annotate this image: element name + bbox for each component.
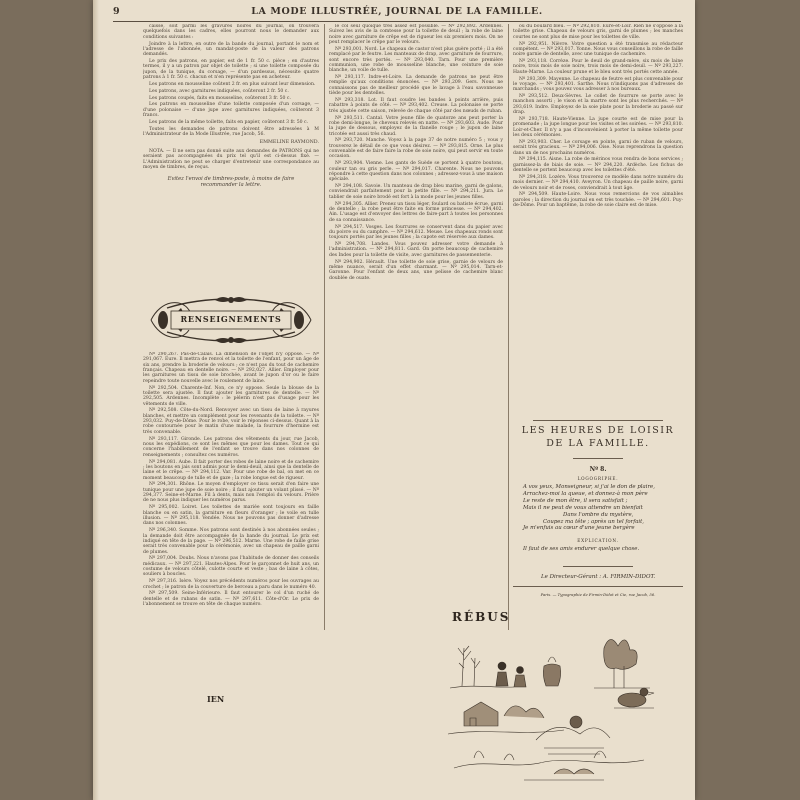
paragraph: ou du boulard bleu. — Nº 292,810. Eure-et-Loir. Rien ne s'oppose à la toilette grise. Chapeau de velours gris, garni de plumes ; les manches courtes ne sont plus de mise pour les toilettes de ville. (513, 24, 683, 40)
paragraph: Nº 293,904. Vienne. Les gants de Suède se portent à quatre boutons, couleur tan ou gris perle. — Nº 294,017. Charente. Nous ne pouvons répondre à cette question dans nos colonnes ; adressez-vous à une maison spéciale. (329, 161, 503, 183)
page-edge-shadow (93, 0, 99, 800)
director-line: Le Directeur-Gérant : A. FIRMIN-DIDOT. (540, 574, 656, 580)
explication-label: EXPLICATION. (577, 538, 619, 543)
puzzle-number: Nº 8. (589, 466, 607, 473)
paragraph: Nº 293,117. Gironde. Les patrons des vêtements du jour, rue Jacob, nous les expédions, ce sont les mêmes que pour les dames. Tout ce qui concerne l'habillement de l'enfant se trouve dans nos colonnes de renseignements ; consultez ces numéros. (143, 436, 319, 458)
paragraph: Nº 297,004. Doubs. Nous n'avons pas l'habitude de donner des conseils médicaux. — Nº 297,221. Hautes-Alpes. Pour le garçonnet de huit ans, un costume de velours côtelé, culotte courte et veste ; bas de laine à côtes, souliers à boucles. (143, 556, 319, 578)
paragraph: Nº 294,301. Rhône. Le moyen d'employer ce tissu serait d'en faire une tunique pour une jupe de soie noire ; il faut ajouter un volant plissé. — Nº 294,377. Seine-et-Marne. Fil à dents, mais non l'emploi du velours. Prière de ne nous plus indiquer les numéros parus. (143, 482, 319, 504)
paragraph: Nº 293,001. Nord. Le chapeau de castor n'est plus guère porté ; il a été remplacé par le feutre. Les manteaux de drap, avec garniture de fourrure, sont encore très portés. — Nº 293,040. Tarn. Pour une première communion, une robe de mousseline blanche, une ceinture de soie blanche, un voile de tulle. (329, 46, 503, 74)
banner-title: RENSEIGNEMENTS (180, 314, 282, 324)
printer-line: Paris. — Typographie de Firmin-Didot et Cie, rue Jacob, 56. (540, 592, 656, 597)
paragraph: Nº 293,118. Corrèze. Pour le deuil de grand-mère, six mois de laine noire, trois mois de soie noire, trois mois de demi-deuil. — Nº 293,227. Haute-Marne. La couleur prune et le bleu sont très portés cette année. (513, 59, 683, 75)
verse-line: A vos yeux, Monseigneur, si j'ai le don de plaire, (523, 484, 655, 490)
paragraph: Les patrons en mousseline coûtent 2 fr. en plus suivant leur dimension. (149, 81, 316, 87)
paragraph: Nº 294,708. Landes. Vous pouvez adresser votre demande à l'administration. — Nº 294,811. Gard. On porte beaucoup de cachemire des Indes pour la toilette de visite, avec garnitures de passementerie. (329, 242, 503, 258)
paragraph: Nº 293,318. Lot. Il faut coudre les bandes à points arrière, puis rabattre à points de côté. — Nº 293,402. Creuse. La polonaise se porte très ajustée cette saison, relevée de chaque côté par des nœuds de ruban. (329, 97, 503, 114)
renseignements-banner (145, 292, 317, 348)
paragraph: Toutes les demandes de patrons doivent être adressées à M l'Administrateur de la Mode Illustrée, rue Jacob, 56. (143, 126, 319, 138)
paragraph: Nº 292,504. Charente-Inf. Non, ce n'y oppose. Seule la blouse de la toilette sera ajustée. Il faut ajouter les garnitures de dentelle. — Nº 292,505. Ardennes. Incomplète : le pèlerin n'est pas d'usage pour les vêtements de ville. (143, 385, 319, 407)
paragraph: Nº 293,511. Cantal. Votre jeune fille de quatorze ans peut porter la robe demi-longue, le cheveux relevés en natte. — Nº 293,603. Aude. Pour la jupe de dessous, employez de la flanelle rouge ; le jupon de laine tricotée est aussi très chaud. (329, 115, 503, 137)
loisir-title-line1: LES HEURES DE LOISIR (521, 425, 675, 436)
verse-line: Mais il ne peut de vous attendre un bienfait (523, 504, 643, 511)
rebus-suffix-text: IEN (207, 694, 225, 704)
divider (533, 420, 663, 421)
paragraph: Nº 292,951. Nièvre. Votre question a été transmise au rédacteur compétent. — Nº 293,017. Yonne. Nous vous conseillons la robe de faille noire garnie de dentelle, avec une tunique de cachemire. (513, 41, 683, 58)
divider (513, 586, 683, 587)
paragraph: Nº 293,903. Cher. Le corsage en pointe, garni de ruban de velours, serait très gracieux. — Nº 294,006. Oise. Nous reprendrons la question dans un de nos prochains numéros. (513, 139, 683, 156)
verse-line: Le reste de mon être, il sera satisfait ; (523, 497, 628, 504)
paragraph: Nº 290,267. Pas-de-Calais. La dimension de l'objet n'y oppose. — Nº 291,067. Eure. Il mettra de renvoi et la toilette de l'enfant, pour un âge de six ans, prendre la broderie de velours ; ce n'est pas du tout de cachemire français. Chapeau en dentelle noire. — Nº 292,027. Allier. Employer pour les garnitures un tissu de soie brochée, avant le jupon d'or ou le faire repeindre toute nouvelle avec le roulement de laine. (143, 352, 319, 384)
verse-line: Je m'enfuis au cœur d'une jeune bergère (523, 525, 635, 532)
logogriphe-label: LOGOGRIPHE. (577, 476, 619, 481)
paragraph: Nº 297,316. Isère. Voyez nos précédents numéros pour les ouvrages au crochet ; le patron de la couverture de berceau a paru dans le numéro 40. (143, 579, 319, 590)
journal-title: LA MODE ILLUSTRÉE, JOURNAL DE LA FAMILLE. (251, 6, 543, 17)
running-head (113, 6, 681, 22)
paragraph: Nº 293,718. Haute-Vienne. La jupe courte est de mise pour la promenade ; la jupe longue pour les visites et les soirées. — Nº 293,810. Loir-et-Cher. Il n'y a pas d'inconvénient à porter la même toilette pour les deux cérémonies. (513, 117, 683, 139)
paragraph: Nº 294,509. Haute-Loire. Nous vous remercions de vos aimables paroles ; la direction du journal en est très touchée. — Nº 294,601. Puy-de-Dôme. Pour un baptême, la robe de soie claire est de mise. (513, 192, 683, 209)
logogriphe-verse (523, 484, 679, 532)
paragraph: Nº 293,720. Manche. Voyez à la page 37 de notre numéro 5 ; vous y trouverez le détail de ce que vous désirez. — Nº 293,815. Orne. Le plus convenable est de faire faire la robe de soie noire, qui peut servir en toute occasion. (329, 138, 503, 160)
explication-answer: Il faut de ses amis endurer quelque chose. (523, 546, 640, 552)
paragraph: Nº 294,318. Lozère. Vous trouverez ce modèle dans notre numéro du mois dernier. — Nº 294,410. Aveyron. Un chapeau de paille noire, garni de velours noir et de roses, conviendrait à tout âge. (513, 174, 683, 191)
verse-line: Dans l'ombre du mystère, (563, 511, 634, 518)
paragraph: Les patrons coupés, faits en mousseline, coûteront 3 fr. 50 c. (149, 95, 291, 101)
divider (573, 458, 623, 459)
paragraph: Nº 297,509. Seine-Inférieure. Il faut entourer le col d'un ruché de dentelle et de rubans de satin. — Nº 297,611. Côte-d'Or. Le prix de l'abonnement se trouve en tête de chaque numéro. (143, 591, 319, 608)
paragraph: Nº 293,512. Deux-Sèvres. Le collet de fourrure se porte avec le manchon assorti ; le vison et la martre sont les plus recherchés. — Nº 293,619. Indre. Employez de la soie plate pour la broderie au passé sur drap. (513, 94, 683, 116)
paragraph: Nº 294,115. Aisne. La robe de mérinos vous rendra de bons services ; garnissez-la de biais de soie. — Nº 294,220. Ardèche. Les fichus de dentelle se portent beaucoup avec les toilettes d'été. (513, 157, 683, 174)
rebus-engraving-icon (444, 608, 664, 788)
column-patrons (143, 24, 319, 195)
column-separator (508, 24, 509, 630)
paragraph: Nº 294,517. Vosges. Les fourrures se conservent dans du papier avec du poivre ou du camphre. — Nº 294,612. Meuse. Les chapeaux ronds sont toujours portés par les jeunes filles ; la capote est réservée aux dames. (329, 224, 503, 241)
paragraph: Les patrons de la même toilette, faits en papier, coûteront 3 fr. 50 c. (149, 120, 309, 125)
column-renseignements (143, 352, 319, 782)
paragraph: Nº 294,108. Savoie. Un manteau de drap bleu marine, garni de galons, conviendrait parfaitement pour la petite fille. — Nº 294,211. Jura. Le tablier de soie noire brodé est fort à la mode pour les jeunes filles. (329, 184, 503, 200)
author-signature: EMMELINE RAYMOND. (259, 139, 319, 145)
paragraph: Nº 292,508. Côte-du-Nord. Renvoyer avec un tissu de laine à rayures blanches, et mettre un complément pour les revenants de la toilette. — Nº 293,032. Puy-de-Dôme. Pour le robe, voir le réponses ci-dessus. Quant à la robe contournée pour le matin d'une malade, la fourrure d'hermine est très convenable. (143, 408, 319, 435)
page-number: 9 (113, 6, 121, 17)
paragraph: Nº 294,081. Aube. Il fait porter des robes de laine noire et de cachemire ; les boutons en jais sont admis pour le demi-deuil, ainsi que la dentelle de laine et le crêpe. — Nº 294,112. Var. Pour une robe de bal, on met en ce moment beaucoup de tulle et de gaze ; la robe longue est de rigueur. (143, 459, 319, 481)
loisir-title (513, 424, 683, 450)
paragraph: Nº 296,340. Somme. Nos patrons sont destinés à nos abonnées seules ; la demande doit être accompagnée de la bande du journal. Le prix est indiqué en tête de la page. — Nº 296,512. Marne. Une robe de faille grise serait très convenable pour la cérémonie, avec un chapeau de paille garni de plumes. (143, 528, 319, 555)
column-separator (324, 24, 325, 630)
loisir-title-line2: DE LA FAMILLE. (546, 438, 650, 449)
verse-line: Arrachez-moi la queue, et donnez-à mon père (523, 490, 648, 497)
rebus-illustration (444, 608, 664, 788)
paragraph: Nº 293,309. Mayenne. Le chapeau de feutre est plus convenable pour le voyage. — Nº 293,401. Sarthe. Nous n'indiquons pas d'adresses de marchands ; vous pouvez vous adresser à nos bureaux. (513, 76, 683, 93)
divider (563, 566, 633, 567)
paragraph: Nº 294,902. Hérault. Une toilette de soie grise, garnie de velours de même nuance, serait d'un effet charmant. — Nº 295,014. Tarn-et-Garonne. Pour l'enfant de deux ans, une pelisse de cachemire blanc doublée de ouate. (329, 259, 503, 281)
paragraph: Les patrons, avec garnitures indiquées, coûteront 2 fr. 50 c. (149, 88, 289, 94)
header-rule (113, 21, 681, 22)
paragraph: Les patrons en mousseline d'une toilette composée d'un corsage, — d'une polonaise — d'une jupe avec garnitures indiquées, coûteront 3 francs. (143, 102, 319, 119)
paragraph: le col seul quoique très assez est possible. — Nº 292,892. Ardennes. Suivez les avis de la comtesse pour la toilette de deuil ; la robe de laine noire avec garniture de crêpe est de rigueur les six premiers mois. On ne peut remplacer le crêpe par le velours. (329, 24, 503, 46)
paragraph: Nº 294,305. Allier. Prenez un tissu léger, foulard ou batiste écrue, garni de dentelle ; la robe peut être faite en forme princesse. — Nº 294,402. Ain. L'usage est d'envoyer des lettres de faire-part à toutes les personnes de sa connaissance. (329, 201, 503, 223)
rebus-title: RÉBUS (452, 610, 511, 624)
closing-notice: Evitez l'envoi de timbres-poste, à moins de faire recommander la lettre. (167, 176, 295, 189)
verse-line: Coupez ma tête ; après un tel forfait, (543, 518, 645, 525)
column-right (513, 24, 683, 416)
heures-de-loisir-box (513, 418, 683, 608)
paragraph: Joindre à la lettre, en outre de la bande du journal, portant le nom et l'adresse de l'abonnée, un mandat-poste de la valeur des patrons demandés. (143, 41, 319, 58)
paragraph: Nº 293,117. Indre-et-Loire. La demande de patrons ne peut être remplie qu'aux conditions énoncées. — Nº 293,209. Gers. Nous ne connaissons pas de meilleur procédé que le lavage à l'eau savonneuse tiède pour les dentelles. (329, 75, 503, 97)
nota-paragraph: NOTA. — Il ne sera pas donné suite aux demandes de PATRONS qui ne seraient pas accompagnées du prix tel qu'il est ci-dessus fixé. — L'Administration ne peut se charger d'entretenir une correspondance au moyen de timbres, de reçus. (143, 148, 319, 170)
paragraph: Nº 295,002. Loiret. Les toilettes de mariée sont toujours en faille blanche ou en satin, la garniture en fleurs d'oranger ; le voile en tulle illusion. — Nº 295,118. Vendée. Nous ne pouvons pas donner d'adresse dans nos colonnes. (143, 505, 319, 527)
column-middle (329, 24, 503, 630)
paragraph: Le prix des patrons, en papier, est de 1 fr. 50 c. pièce ; en d'autres termes, il y a un patron par objet de toilette ; si une toilette composée du jupon, de la tunique, du corsage, — d'un pardessus, nécessite quatre patrons à 1 fr. 50 c. chacun et n'en représente pas en acheteur. (143, 59, 319, 81)
paragraph: caisse, soit parmi les gravures noires du journal, on trouvera quelquefois dans les cadres, elles pourront nous le demander aux conditions suivantes : (143, 24, 319, 40)
